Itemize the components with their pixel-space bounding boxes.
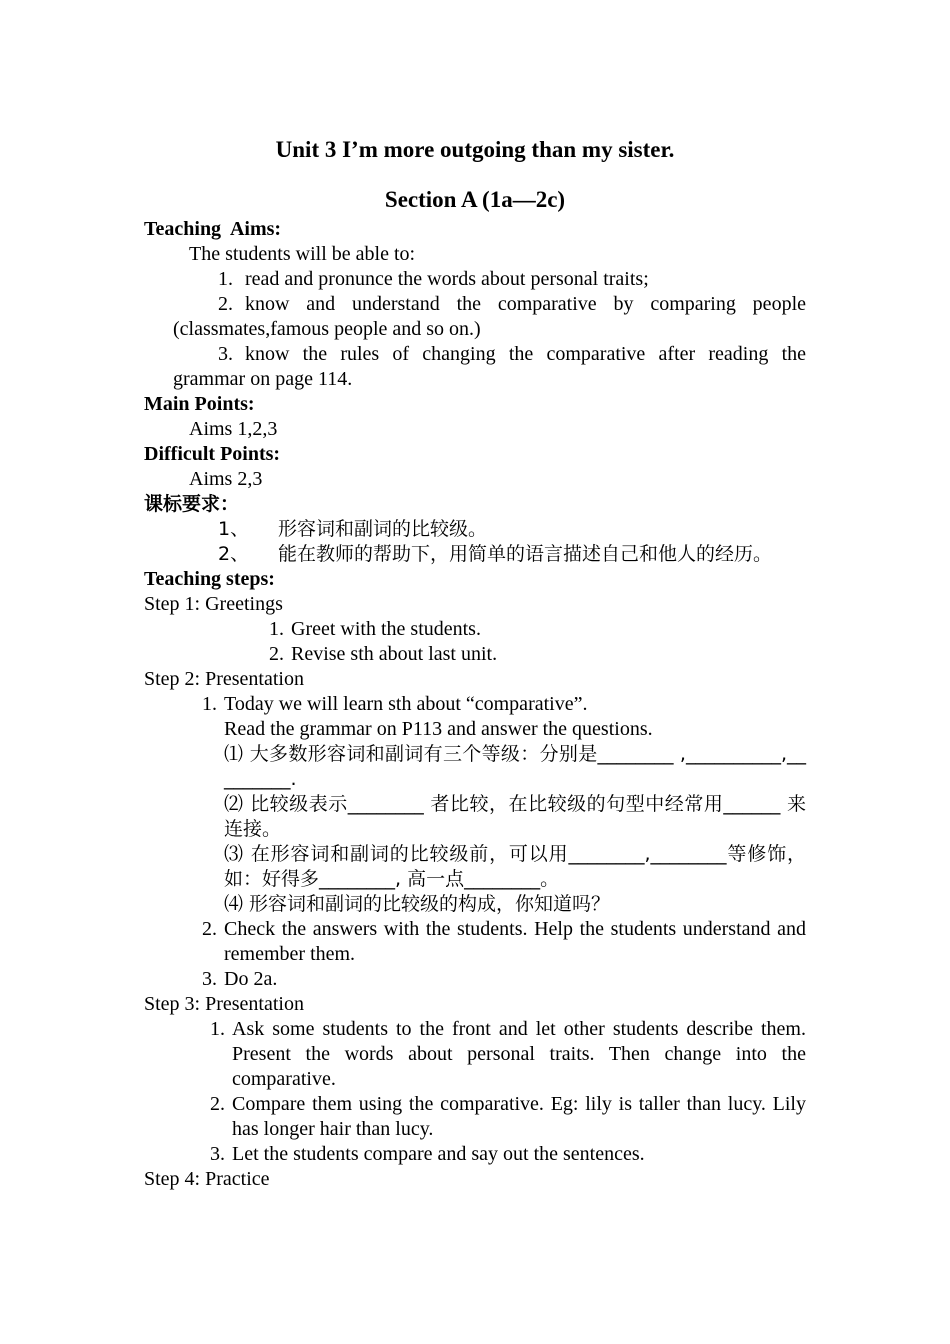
aim-item-text: read and pronunce the words about personal traits; xyxy=(245,268,649,290)
step-item-number: 2. xyxy=(210,1093,225,1115)
curriculum-item-number: 2、 xyxy=(218,543,250,565)
step2-item xyxy=(144,967,806,992)
step-item-text: Greet with the students. xyxy=(291,618,481,640)
main-points-heading: Main Points: xyxy=(144,393,255,415)
step3-item xyxy=(144,1092,806,1142)
curriculum-item-2 xyxy=(144,542,806,567)
step-item-text: Let the students compare and say out the sentences. xyxy=(232,1143,645,1165)
step3-item xyxy=(144,1017,806,1092)
aim-item-number: 2. xyxy=(218,293,233,315)
step-item-text: Today we will learn sth about “comparative”. xyxy=(224,693,588,715)
step-item-text: Compare them using the comparative. Eg: lily is taller than lucy. Lily has longer hair than lucy. xyxy=(232,1093,806,1140)
curriculum-item-1 xyxy=(144,517,806,542)
step1-item xyxy=(144,617,806,642)
main-points-text: Aims 1,2,3 xyxy=(189,418,278,440)
difficult-points-heading: Difficult Points: xyxy=(144,443,281,465)
step-item-number: 1. xyxy=(210,1018,225,1040)
step3-title: Step 3: Presentation xyxy=(144,993,304,1015)
step-item-text: Ask some students to the front and let other students describe them. Present the words about personal traits. Then change into the comparative. xyxy=(232,1018,806,1090)
step-item-text: Revise sth about last unit. xyxy=(291,643,498,665)
aim-item-1 xyxy=(144,267,806,292)
step-item-number: 1. xyxy=(269,618,284,640)
grammar-question: ⑷ 形容词和副词的比较级的构成，你知道吗？ xyxy=(224,893,611,915)
curriculum-item-text: 形容词和副词的比较级。 xyxy=(278,518,488,540)
step-item-number: 1. xyxy=(202,693,217,715)
step3-item xyxy=(144,1142,806,1167)
curriculum-item-text: 能在教师的帮助下，用简单的语言描述自己和他人的经历。 xyxy=(278,543,773,565)
teaching-aims-heading: Teaching Aims: xyxy=(144,218,282,240)
step-item-text: Check the answers with the students. Help the students understand and remember them. xyxy=(224,918,806,965)
document-subtitle: Section A (1a—2c) xyxy=(384,187,566,212)
grammar-question: ⑶ 在形容词和副词的比较级前，可以用________,________等修饰，如：好得多________, 高一点________。 xyxy=(224,843,806,890)
aim-item-number: 1. xyxy=(218,268,233,290)
difficult-points-text: Aims 2,3 xyxy=(189,468,263,490)
step-item-text: Do 2a. xyxy=(224,968,278,990)
teaching-aims-list xyxy=(144,267,806,392)
document-title: Unit 3 I’m more outgoing than my sister. xyxy=(275,137,675,162)
grammar-question: ⑴ 大多数形容词和副词有三个等级：分别是________ ,__________,_________. xyxy=(224,743,806,790)
aim-item-2 xyxy=(144,292,806,342)
aim-item-text: know the rules of changing the comparative after reading the grammar on page 114. xyxy=(173,343,806,390)
step-item-text: Read the grammar on P113 and answer the questions. xyxy=(224,718,653,740)
step1-title: Step 1: Greetings xyxy=(144,593,283,615)
step2-item xyxy=(144,692,806,917)
step1-item xyxy=(144,642,806,667)
step4-title: Step 4: Practice xyxy=(144,1168,270,1190)
step-item-number: 3. xyxy=(210,1143,225,1165)
step-item-number: 3. xyxy=(202,968,217,990)
step-item-number: 2. xyxy=(269,643,284,665)
aim-item-text: know and understand the comparative by comparing people (classmates,famous people and so on.) xyxy=(173,293,806,340)
step2-item xyxy=(144,917,806,967)
grammar-question: ⑵ 比较级表示________ 者比较，在比较级的句型中经常用______ 来连接。 xyxy=(224,793,806,840)
step-item-number: 2. xyxy=(202,918,217,940)
document-body xyxy=(144,136,806,1192)
aim-item-number: 3. xyxy=(218,343,233,365)
curriculum-heading: 课标要求： xyxy=(144,493,240,515)
teaching-aims-intro: The students will be able to: xyxy=(189,243,416,265)
curriculum-item-number: 1、 xyxy=(218,518,250,540)
step2-title: Step 2: Presentation xyxy=(144,668,304,690)
aim-item-3 xyxy=(144,342,806,392)
teaching-steps-heading: Teaching steps: xyxy=(144,568,275,590)
